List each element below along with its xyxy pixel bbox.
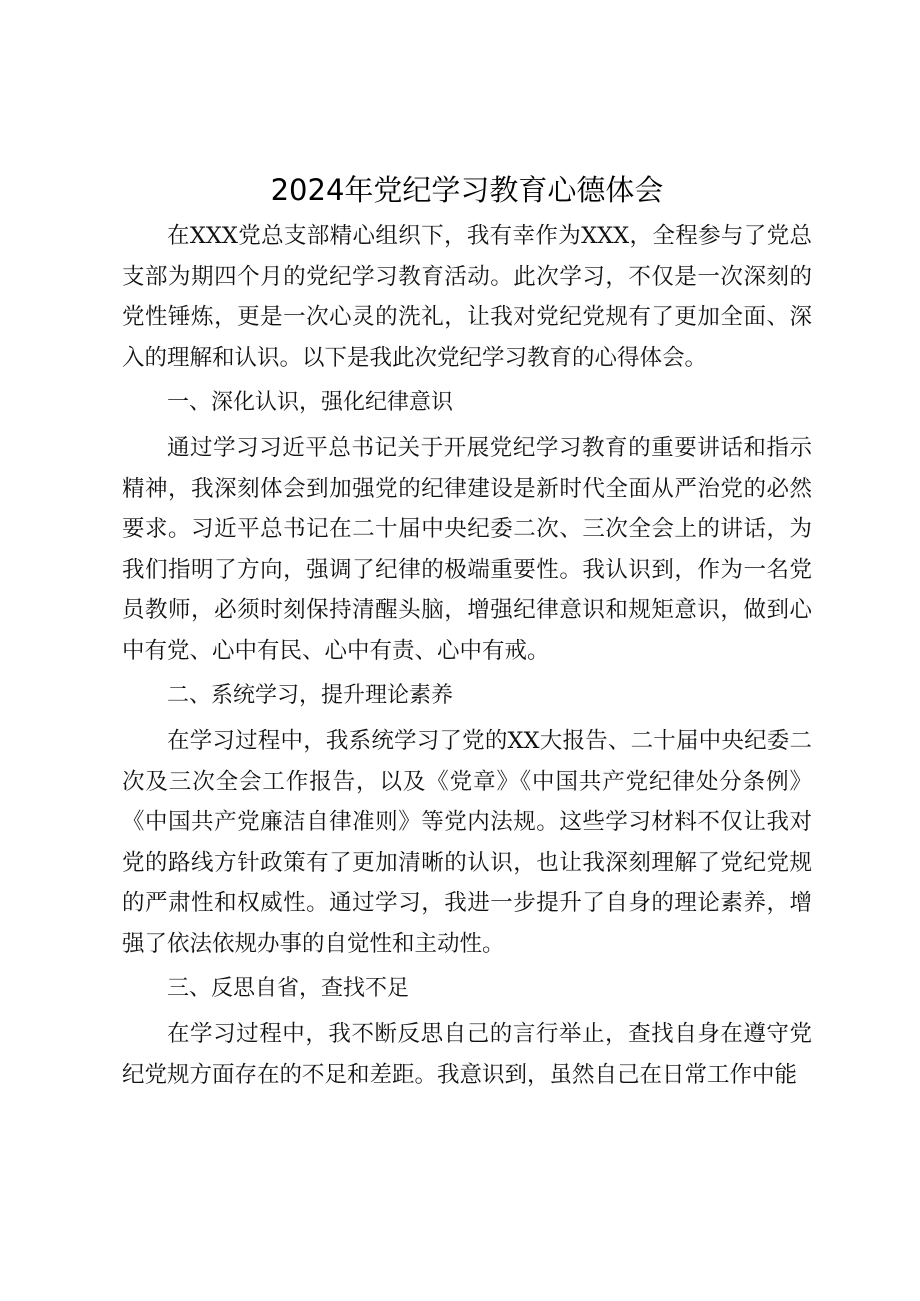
document-body (122, 164, 812, 1095)
section-heading-3: 三、反思自省，查找不足 (167, 976, 410, 1001)
section-heading-2: 二、系统学习，提升理论素养 (167, 683, 454, 708)
document-title: 2024年党纪学习教育心德体会 (270, 173, 664, 207)
section-2-paragraph: 在学习过程中，我系统学习了党的XX大报告、二十届中央纪委二次及三次全会工作报告，以及《党章》《中国共产党纪律处分条例》《中国共产党廉洁自律准则》等党内法规。这些学习材料不仅让我对党的路线方针政策有了更加清晰的认识，也让我深刻理解了党纪党规的严肃性和权威性。通过学习，我进一步提升了自身的理论素养，增强了依法依规办事的自觉性和主动性。 (122, 728, 812, 957)
section-3-paragraph: 在学习过程中，我不断反思自己的言行举止，查找自身在遵守党纪党规方面存在的不足和差距。我意识到，虽然自己在日常工作中能 (122, 1021, 812, 1088)
section-heading-1: 一、深化认识，强化纪律意识 (167, 390, 454, 415)
section-1-paragraph: 通过学习习近平总书记关于开展党纪学习教育的重要讲话和指示精神，我深刻体会到加强党的纪律建设是新时代全面从严治党的必然要求。习近平总书记在二十届中央纪委二次、三次全会上的讲话，为我们指明了方向，强调了纪律的极端重要性。我认识到，作为一名党员教师，必须时刻保持清醒头脑，增强纪律意识和规矩意识，做到心中有党、心中有民、心中有责、心中有戒。 (122, 435, 812, 664)
intro-paragraph: 在XXX党总支部精心组织下，我有幸作为XXX，全程参与了党总支部为期四个月的党纪学习教育活动。此次学习，不仅是一次深刻的党性锤炼，更是一次心灵的洗礼，让我对党纪党规有了更加全面、深入的理解和认识。以下是我此次党纪学习教育的心得体会。 (122, 223, 812, 371)
